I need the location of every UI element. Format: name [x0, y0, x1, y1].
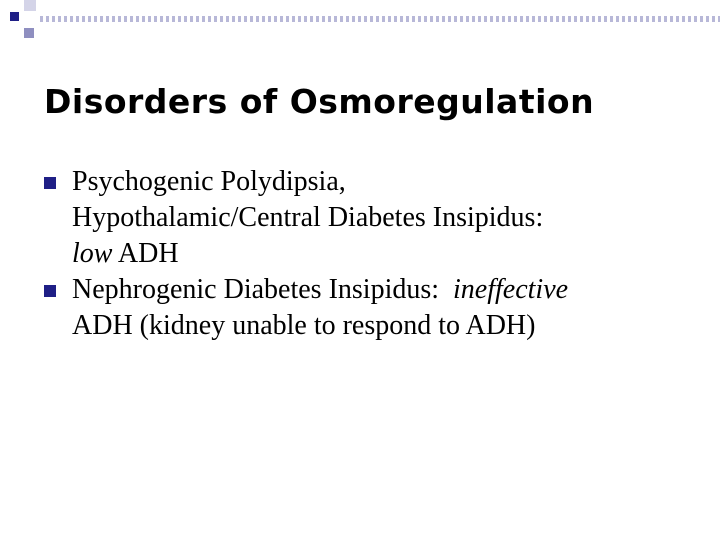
deco-checker-cell [130, 16, 133, 22]
deco-checker-cell [46, 16, 49, 22]
deco-checker-cell [76, 16, 79, 22]
deco-checker-cell [106, 16, 109, 22]
deco-checker-cell [550, 16, 553, 22]
deco-checker-cell [124, 16, 127, 22]
deco-checker-cell [562, 16, 565, 22]
deco-checker-cell [196, 16, 199, 22]
deco-checker-cell [622, 16, 625, 22]
deco-checker-cell [640, 16, 643, 22]
deco-checker-cell [604, 16, 607, 22]
deco-checker-cell [334, 16, 337, 22]
deco-checker-cell [538, 16, 541, 22]
deco-checker-cell [298, 16, 301, 22]
deco-checker-cell [628, 16, 631, 22]
deco-checker-cell [484, 16, 487, 22]
deco-checker-cell [478, 16, 481, 22]
deco-checker-cell [472, 16, 475, 22]
square-bullet-icon [44, 285, 56, 297]
deco-checker-cell [610, 16, 613, 22]
deco-checker-cell [88, 16, 91, 22]
bullet-2-line-1: Nephrogenic Diabetes Insipidus: [72, 274, 440, 305]
deco-checker-cell [424, 16, 427, 22]
bullet-item-nephrogenic-di [44, 272, 694, 344]
deco-checker-cell [358, 16, 361, 22]
deco-checker-cell [652, 16, 655, 22]
deco-checker-cell [520, 16, 523, 22]
bullet-1-line-1: Psychogenic Polydipsia, [72, 166, 346, 197]
deco-checker-cell [694, 16, 697, 22]
deco-square-dark [10, 12, 19, 21]
deco-checker-cell [118, 16, 121, 22]
deco-checker-cell [676, 16, 679, 22]
deco-checker-cell [202, 16, 205, 22]
deco-checker-cell [706, 16, 709, 22]
deco-checker-cell [280, 16, 283, 22]
deco-checker-cell [166, 16, 169, 22]
bullet-1-rest: ADH [112, 238, 179, 269]
deco-checker-cell [178, 16, 181, 22]
deco-checker-cell [226, 16, 229, 22]
bullet-list [44, 164, 694, 344]
deco-checker-cell [658, 16, 661, 22]
deco-checker-cell [256, 16, 259, 22]
deco-checker-cell [64, 16, 67, 22]
deco-checker-cell [244, 16, 247, 22]
deco-checker-cell [154, 16, 157, 22]
deco-checker-cell [592, 16, 595, 22]
deco-checker-cell [442, 16, 445, 22]
deco-checker-cell [646, 16, 649, 22]
deco-checker-cell [238, 16, 241, 22]
deco-checker-cell [544, 16, 547, 22]
deco-checker-cell [388, 16, 391, 22]
deco-checker-cell [370, 16, 373, 22]
deco-checker-cell [232, 16, 235, 22]
header-pattern-decoration [0, 0, 720, 48]
deco-checker-cell [670, 16, 673, 22]
deco-checker-cell [448, 16, 451, 22]
deco-checker-cell [454, 16, 457, 22]
deco-checker-cell [418, 16, 421, 22]
bullet-1-line-2: Hypothalamic/Central Diabetes Insipidus: [72, 202, 544, 233]
deco-checker-cell [352, 16, 355, 22]
deco-checker-cell [574, 16, 577, 22]
deco-checker-cell [184, 16, 187, 22]
deco-checker-cell [568, 16, 571, 22]
bullet-2-emphasis: ineffective [453, 274, 569, 305]
deco-checker-cell [208, 16, 211, 22]
deco-checker-cell [580, 16, 583, 22]
deco-checker-cell [616, 16, 619, 22]
deco-checker-band [40, 10, 720, 22]
deco-checker-cell [172, 16, 175, 22]
deco-checker-cell [508, 16, 511, 22]
bullet-item-central-di [44, 164, 694, 272]
deco-checker-cell [328, 16, 331, 22]
deco-checker-cell [586, 16, 589, 22]
deco-checker-cell [316, 16, 319, 22]
deco-square-light [24, 0, 36, 11]
deco-checker-cell [250, 16, 253, 22]
bullet-1-emphasis: low [72, 238, 113, 269]
deco-checker-cell [268, 16, 271, 22]
deco-checker-cell [688, 16, 691, 22]
deco-checker-cell [700, 16, 703, 22]
deco-checker-cell [52, 16, 55, 22]
deco-checker-cell [310, 16, 313, 22]
deco-checker-cell [634, 16, 637, 22]
deco-checker-cell [382, 16, 385, 22]
deco-checker-cell [376, 16, 379, 22]
deco-checker-cell [556, 16, 559, 22]
bullet-2-line-2: ADH (kidney unable to respond to ADH) [72, 310, 536, 341]
deco-checker-cell [274, 16, 277, 22]
deco-checker-cell [82, 16, 85, 22]
deco-checker-cell [394, 16, 397, 22]
deco-checker-cell [400, 16, 403, 22]
deco-checker-cell [58, 16, 61, 22]
deco-checker-cell [220, 16, 223, 22]
deco-checker-cell [598, 16, 601, 22]
deco-checker-cell [682, 16, 685, 22]
deco-checker-cell [460, 16, 463, 22]
deco-checker-cell [340, 16, 343, 22]
deco-checker-cell [502, 16, 505, 22]
deco-checker-cell [514, 16, 517, 22]
deco-checker-cell [412, 16, 415, 22]
deco-checker-cell [364, 16, 367, 22]
deco-checker-cell [262, 16, 265, 22]
deco-checker-cell [496, 16, 499, 22]
deco-checker-cell [526, 16, 529, 22]
deco-checker-cell [142, 16, 145, 22]
deco-checker-cell [466, 16, 469, 22]
deco-checker-cell [148, 16, 151, 22]
deco-checker-cell [94, 16, 97, 22]
square-bullet-icon [44, 177, 56, 189]
deco-checker-cell [136, 16, 139, 22]
deco-checker-cell [346, 16, 349, 22]
deco-checker-cell [100, 16, 103, 22]
deco-square-mid [24, 28, 34, 38]
deco-checker-cell [322, 16, 325, 22]
deco-checker-cell [490, 16, 493, 22]
deco-checker-cell [160, 16, 163, 22]
deco-checker-cell [712, 16, 715, 22]
slide-title: Disorders of Osmoregulation [44, 82, 595, 121]
deco-checker-cell [286, 16, 289, 22]
deco-checker-cell [70, 16, 73, 22]
deco-checker-cell [304, 16, 307, 22]
deco-checker-cell [190, 16, 193, 22]
deco-checker-cell [664, 16, 667, 22]
deco-checker-cell [430, 16, 433, 22]
deco-checker-cell [406, 16, 409, 22]
deco-checker-cell [112, 16, 115, 22]
deco-checker-cell [436, 16, 439, 22]
deco-checker-cell [214, 16, 217, 22]
deco-checker-cell [40, 16, 43, 22]
deco-checker-cell [532, 16, 535, 22]
deco-checker-cell [292, 16, 295, 22]
